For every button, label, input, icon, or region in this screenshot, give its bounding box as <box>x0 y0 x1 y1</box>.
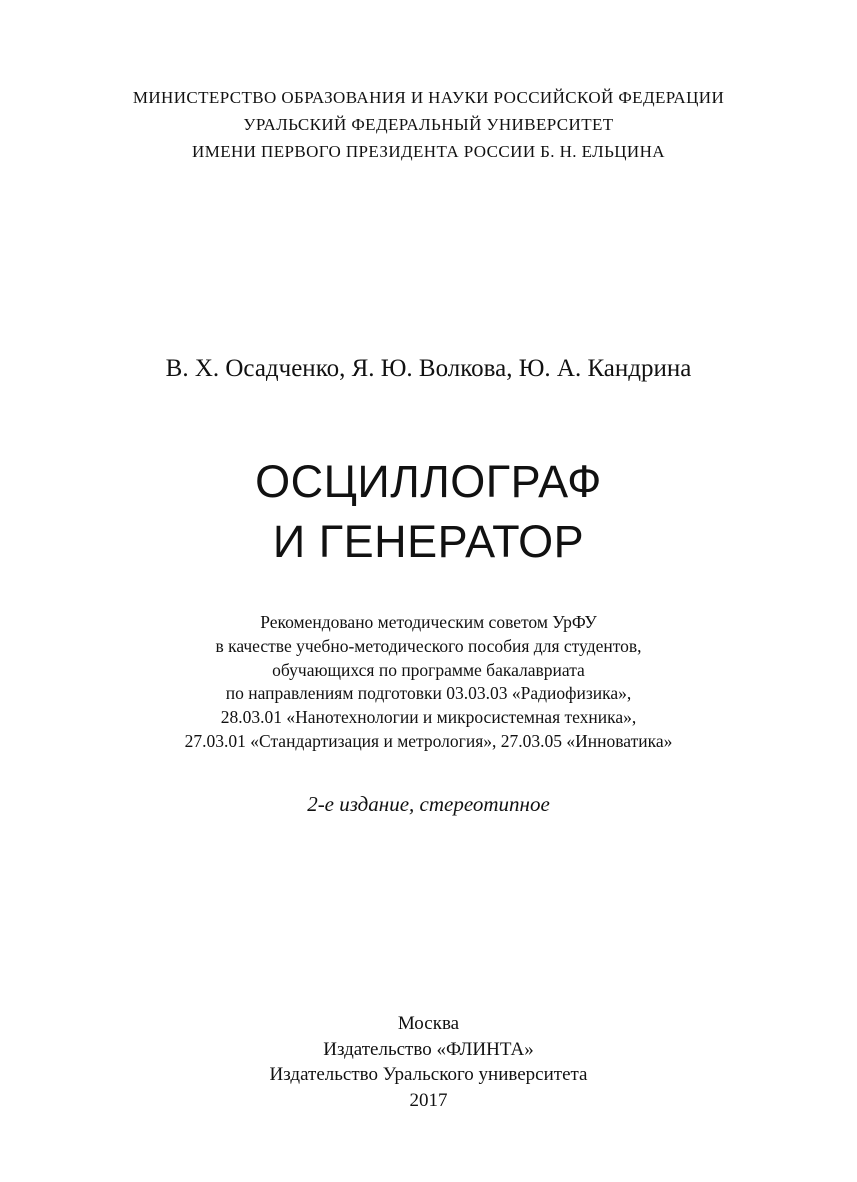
imprint-publisher: Издательство «ФЛИНТА» <box>323 1038 534 1060</box>
imprint <box>0 1011 857 1113</box>
recommendation-line: 27.03.01 «Стандартизация и метрология», 27.03.05 «Инноватика» <box>184 730 673 751</box>
recommendation-text <box>0 611 857 754</box>
imprint-publisher: Издательство Уральского университета <box>269 1064 588 1085</box>
imprint-city: Москва <box>397 1013 460 1034</box>
university-name-line: ИМЕНИ ПЕРВОГО ПРЕЗИДЕНТА РОССИИ Б. Н. ЕЛЬЦИНА <box>192 142 665 161</box>
title-line-1: ОСЦИЛЛОГРАФ <box>255 456 602 507</box>
ministry-line: МИНИСТЕРСТВО ОБРАЗОВАНИЯ И НАУКИ РОССИЙСКОЙ ФЕДЕРАЦИИ <box>132 88 725 107</box>
recommendation-line: Рекомендовано методическим советом УрФУ <box>260 612 597 632</box>
edition-note: 2-е издание, стереотипное <box>307 792 550 816</box>
university-line: УРАЛЬСКИЙ ФЕДЕРАЛЬНЫЙ УНИВЕРСИТЕТ <box>243 115 614 134</box>
ministry-header <box>0 84 857 165</box>
recommendation-line: обучающихся по программе бакалавриата <box>272 659 585 680</box>
imprint-year: 2017 <box>409 1089 448 1111</box>
authors: В. Х. Осадченко, Я. Ю. Волкова, Ю. А. Кандрина <box>165 355 692 382</box>
recommendation-line: в качестве учебно-методического пособия для студентов, <box>215 635 642 656</box>
recommendation-line: по направлениям подготовки 03.03.03 «Радиофизика», <box>225 683 632 704</box>
book-title <box>0 452 857 572</box>
recommendation-line: 28.03.01 «Нанотехнологии и микросистемная техника», <box>220 707 637 728</box>
title-line-2: И ГЕНЕРАТОР <box>272 516 585 567</box>
